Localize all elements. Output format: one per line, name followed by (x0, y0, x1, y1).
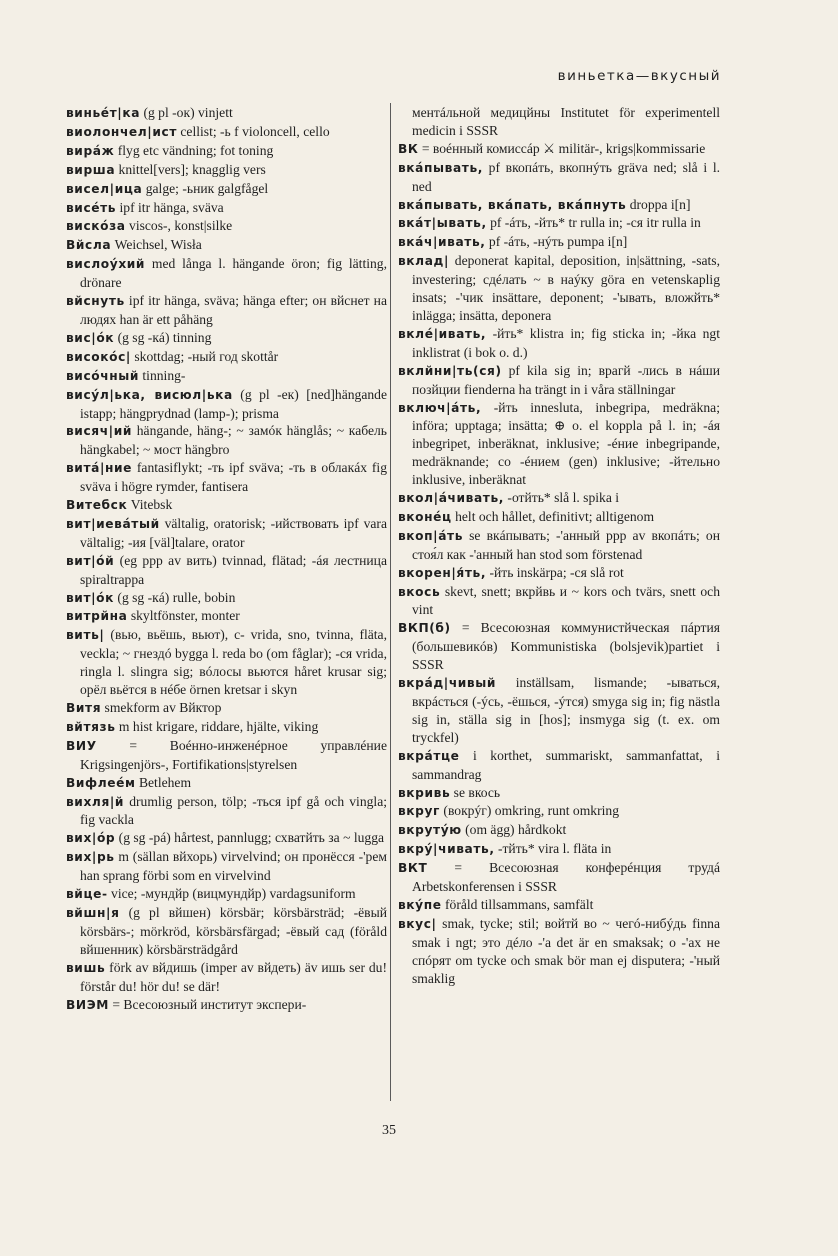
entry-headword: вклé|ивать, (398, 326, 487, 341)
entry-definition: pf kila sig in; врагй -лись в нáши позйции fienderna ha trängt in i våra ställningar (412, 362, 720, 397)
dictionary-entry (398, 564, 720, 583)
entry-headword: вислоýхий (66, 257, 146, 272)
entry-definition: förk av вйдишь (imper av вйдеть) äv ишь ser du! förstår du! hör du! se där! (80, 959, 387, 994)
entry-headword: Витебск (66, 498, 128, 513)
dictionary-entry (398, 747, 720, 784)
dictionary-entry (398, 619, 720, 674)
dictionary-entry (398, 252, 720, 325)
entry-definition: ментáльной медицйны Institutet för experimentell medicin i SSSR (412, 105, 720, 138)
dictionary-entry (398, 233, 720, 252)
dictionary-entry (66, 292, 387, 329)
entry-definition: vältalig, oratorisk; -ийствовать ipf vara vältalig; -ия [väl]talare, orator (80, 515, 387, 550)
entry-headword: витá|ние (66, 461, 133, 476)
left-column (66, 104, 387, 1014)
entry-headword: вйснуть (66, 294, 125, 309)
entry-definition: = Всесоюзная коммунистйческая пáртия (большевикóв) Kommunistiska (bolsjevik)partiet i SSSR (412, 620, 720, 673)
dictionary-entry (66, 996, 387, 1015)
entry-definition: skottdag; -ный год skottår (130, 348, 279, 364)
entry-definition: se вкáпывать; -'анный ppp av вкопáть; он стоя́л как -'анный han stod som förstenad (412, 527, 720, 562)
entry-headword: вит|иевáтый (66, 516, 160, 531)
entry-definition: ipf itr hänga, sväva; hänga efter; он вйснет на людях han är ett påhäng (80, 293, 387, 327)
entry-headword: ВКТ (398, 861, 428, 876)
entry-definition: -тйть* vira l. fläta in (494, 841, 612, 857)
entry-definition: m hist krigare, riddare, hjälte, viking (115, 718, 319, 734)
entry-definition: (g sg -кá) rulle, bobin (114, 589, 236, 605)
dictionary-entry (66, 123, 387, 142)
entry-headword: вих|рь (66, 850, 115, 865)
dictionary-entry (66, 774, 387, 793)
dictionary-entry (66, 793, 387, 830)
dictionary-entry (66, 104, 387, 123)
entry-headword: вкрáд|чивый (398, 676, 497, 691)
entry-headword: Витя (66, 701, 102, 715)
entry-headword: ВК (398, 141, 419, 156)
entry-headword: вклйни|ть(ся) (398, 363, 502, 378)
entry-headword: вискóза (66, 219, 126, 234)
entry-headword: вйтязь (66, 719, 116, 734)
dictionary-entry (398, 784, 720, 803)
entry-definition: Vitebsk (127, 497, 173, 513)
entry-headword: вкáпывать, (398, 160, 483, 175)
dictionary-entry (66, 718, 387, 737)
entry-definition: pf -áть, -йть* tr rulla in; -ся itr rulla in (486, 215, 701, 231)
entry-definition: (вью, вьёшь, вьют), с- vrida, sno, tvinna, fläta, veckla; ~ гнездó bygga l. reda bo (om fåglar); -ся vrida, ringla l. slingra sig; вóлосы вьются håret krusar sig; орёл вьётся в нéбе örnen kretsar i skyn (80, 627, 387, 698)
entry-definition: viscos-, konst|silke (125, 218, 233, 234)
entry-definition: -йть inskärpa; -ся slå rot (486, 564, 624, 580)
entry-definition: = Воéнно-инженéрное управлéние Krigsingenjörs-, Fortifikations|styrelsen (80, 737, 387, 772)
entry-headword: вкáт|ывать, (398, 216, 487, 231)
dictionary-entry (66, 699, 387, 718)
entry-definition: drumlig person, tölp; -ться ipf gå och vingla; fig vackla (80, 793, 387, 828)
entry-headword: вкривь (398, 785, 451, 800)
entry-definition: föråld tillsammans, samfält (441, 896, 594, 912)
entry-definition: (eg ppp av вить) tvinnad, flätad; -áя лестница spiraltrappa (80, 552, 387, 587)
dictionary-entry (66, 348, 387, 367)
entry-definition: pf вкопáть, вкопнýть gräva ned; slå i l. ned (412, 159, 720, 194)
dictionary-entry (66, 367, 387, 386)
running-header: виньетка—вкусный (557, 68, 721, 84)
dictionary-entry (398, 527, 720, 564)
dictionary-entry (398, 896, 720, 915)
entry-headword: включ|áть, (398, 400, 482, 415)
entry-definition: = Всесоюзный институт экспери- (108, 996, 307, 1012)
dictionary-entry (66, 459, 387, 496)
entry-headword: витрйна (66, 609, 128, 624)
dictionary-entry (398, 508, 720, 527)
entry-headword: вйшн|я (66, 905, 120, 920)
entry-definition: deponerat kapital, deposition, in|sättning, -sats, investering; сдéлать ~ в наýку göra en vetenskaplig insats; -'чик insättare, deponent; -'ывать, вложйть* inlägga; insätta, deponera (412, 253, 720, 323)
entry-definition: i korthet, summariskt, sammanfattat, i sammandrag (412, 747, 720, 782)
entry-definition: -йть innesluta, inbegripa, medräkna; införa; upptaga; insätta; ⊕ o. el koppla på l. in; -áя inbegripet, inberäknat, inklusive; -éние inbegripande, medräknande; со -éнием (gen) inklusive; -йтельно inklusive, inberäknat (412, 399, 720, 488)
dictionary-entry (66, 552, 387, 589)
dictionary-entry (398, 140, 720, 159)
entry-headword: вих|óр (66, 831, 116, 846)
entry-definition: pf -áть, -нýть pumpa i[n] (485, 234, 628, 250)
dictionary-entry (66, 142, 387, 161)
entry-definition: (g pl -ок) vinjett (140, 105, 233, 120)
entry-definition: knittel[vers]; knagglig vers (115, 161, 266, 177)
entry-definition: se вкось (450, 784, 501, 800)
entry-definition: Betlehem (135, 774, 192, 790)
entry-headword: висел|ица (66, 181, 143, 196)
entry-headword: вит|óк (66, 590, 115, 605)
dictionary-entry (66, 959, 387, 996)
entry-definition: skyltfönster, monter (127, 608, 240, 624)
dictionary-entry (66, 607, 387, 626)
entry-headword: виолончел|ист (66, 124, 177, 139)
entry-definition: ipf itr hänga, sväva (116, 199, 224, 215)
dictionary-entry (398, 915, 720, 988)
entry-headword: вит|óй (66, 553, 115, 568)
entry-definition: (om ägg) hårdkokt (461, 822, 567, 838)
entry-definition: m (sällan вйхорь) virvelvind; он пронёсся -'рем han sprang förbi som en virvelvind (80, 849, 387, 884)
entry-definition: smekform av Вйктор (101, 700, 222, 715)
entry-headword: вклад| (398, 254, 450, 269)
entry-definition: vice; -мундйр (вицмундйр) vardagsuniform (107, 886, 356, 902)
dictionary-entry (398, 489, 720, 508)
entry-headword: Вйсла (66, 238, 112, 253)
dictionary-entry (398, 362, 720, 399)
dictionary-entry (398, 583, 720, 620)
page-number: 35 (382, 1123, 396, 1138)
entry-headword: висýл|ька, висюл|ька (66, 387, 233, 402)
entry-headword: вихля|й (66, 794, 125, 809)
entry-headword: вирша (66, 162, 116, 177)
dictionary-entry (66, 329, 387, 348)
entry-headword: Вифлеéм (66, 775, 136, 790)
entry-headword: вкрáтце (398, 748, 460, 763)
dictionary-entry (66, 180, 387, 199)
dictionary-entry (66, 589, 387, 608)
entry-definition: skevt, snett; вкрйвь и ~ kors och tvärs, snett och vint (412, 583, 720, 618)
entry-definition: galge; -ьник galgfågel (142, 180, 269, 196)
entry-headword: ВИУ (66, 738, 97, 753)
entry-definition: helt och hållet, definitivt; alltigenom (451, 508, 655, 524)
entry-definition: = Всесоюзная конферéнция трудá Arbetskonferensen i SSSR (412, 860, 720, 895)
dictionary-entry (398, 674, 720, 747)
entry-definition: med långa l. hängande öron; fig lätting, drönare (80, 256, 387, 291)
dictionary-entry (66, 737, 387, 774)
entry-headword: вис|óк (66, 330, 115, 345)
dictionary-entry (398, 104, 720, 140)
dictionary-entry (66, 255, 387, 292)
entry-definition: -отйть* slå l. spika i (504, 490, 620, 506)
dictionary-entry (66, 515, 387, 552)
entry-headword: висяч|ий (66, 424, 132, 439)
entry-definition: -йть* klistra in; fig sticka in; -йка ngt inklistrat (i bok o. d.) (412, 325, 720, 360)
entry-definition: flyg etc vändning; fot toning (114, 142, 274, 158)
dictionary-entry (66, 217, 387, 236)
entry-headword: вкус| (398, 916, 437, 931)
entry-headword: вконéц (398, 509, 452, 524)
entry-headword: вйце- (66, 887, 108, 902)
entry-headword: вишь (66, 960, 106, 975)
dictionary-entry (66, 236, 387, 255)
dictionary-entry (398, 821, 720, 840)
entry-definition: droppa i[n] (626, 196, 691, 212)
entry-headword: ВИЭМ (66, 997, 109, 1012)
dictionary-entry (398, 196, 720, 215)
entry-headword: вкорен|я́ть, (398, 565, 487, 580)
entry-definition: (g pl вйшен) körsbär; körsbärsträd; -ёвый körsbärs-; mörkröd, körsbärsfärgad; -ёвый сад (föråld вйшенник) körsbärsträdgård (80, 904, 387, 957)
dictionary-entry (398, 214, 720, 233)
dictionary-entry (398, 159, 720, 196)
dictionary-entry (66, 161, 387, 180)
entry-headword: високóс| (66, 349, 131, 364)
entry-definition: (g sg -кá) tinning (114, 329, 212, 345)
entry-headword: ВКП(б) (398, 621, 451, 636)
entry-definition: Weichsel, Wisła (111, 237, 202, 253)
entry-headword: вкрý|чивать, (398, 842, 495, 857)
entry-definition: inställsam, lismande; -ываться, вкрáсться (-ýсь, -ёшься, -ýтся) smyga sig in; fig nästla sig in, ställa sig in [hos]; insmyga sig (t. ex. om tryckfel) (412, 675, 720, 745)
dictionary-entry (398, 802, 720, 821)
dictionary-entry (66, 626, 387, 699)
entry-definition: cellist; -ь f violoncell, cello (176, 123, 330, 139)
entry-definition: (g sg -рá) hårtest, pannlugg; схватйть за ~ lugga (115, 830, 385, 846)
right-column (398, 104, 720, 988)
entry-headword: вкось (398, 584, 441, 599)
dictionary-entry (66, 422, 387, 459)
entry-definition: fantasiflykt; -ть ipf sväva; -ть в облакáх fig sväva i högre rymder, fantisera (80, 460, 387, 495)
entry-headword: вкруг (398, 804, 441, 819)
entry-headword: вкáпывать, вкáпать, вкáпнуть (398, 197, 627, 212)
dictionary-entry (66, 904, 387, 959)
dictionary-entry (398, 399, 720, 490)
entry-headword: висéть (66, 200, 117, 215)
entry-headword: вить| (66, 628, 105, 643)
entry-headword: вкрутýю (398, 823, 462, 838)
column-divider (390, 103, 391, 1101)
dictionary-entry (66, 848, 387, 885)
dictionary-entry (66, 199, 387, 218)
dictionary-entry (398, 840, 720, 859)
entry-headword: виньéт|ка (66, 106, 141, 120)
dictionary-entry (66, 885, 387, 904)
entry-headword: вкоп|áть (398, 528, 464, 543)
dictionary-entry (398, 859, 720, 896)
entry-headword: вирáж (66, 143, 115, 158)
entry-definition: (g pl -ек) [ned]hängande istapp; hängprydnad (lamp-); prisma (80, 386, 388, 421)
entry-definition: = воéнный комиссáр ⚔ militär-, krigs|kommissarie (418, 140, 706, 156)
entry-headword: вкол|áчивать, (398, 491, 505, 506)
entry-definition: hängande, häng-; ~ замóк hänglås; ~ кабель hängkabel; ~ мост hängbro (80, 423, 387, 458)
dictionary-entry (398, 325, 720, 362)
entry-headword: вкáч|ивать, (398, 235, 486, 250)
dictionary-entry (66, 829, 387, 848)
entry-definition: tinning- (139, 367, 186, 383)
entry-definition: (вокрýг) omkring, runt omkring (440, 803, 620, 819)
entry-headword: висóчный (66, 368, 139, 383)
entry-definition: smak, tycke; stil; войтй во ~ чегó-нибýдь finna smak i ngt; это дéло -'а det är en smaksak; о -'ах не спóрят om tycke och smak bör man ej disputera; -'ный smaklig (412, 915, 720, 986)
dictionary-entry (66, 496, 387, 515)
entry-headword: вкýпе (398, 897, 442, 912)
dictionary-entry (66, 386, 387, 423)
